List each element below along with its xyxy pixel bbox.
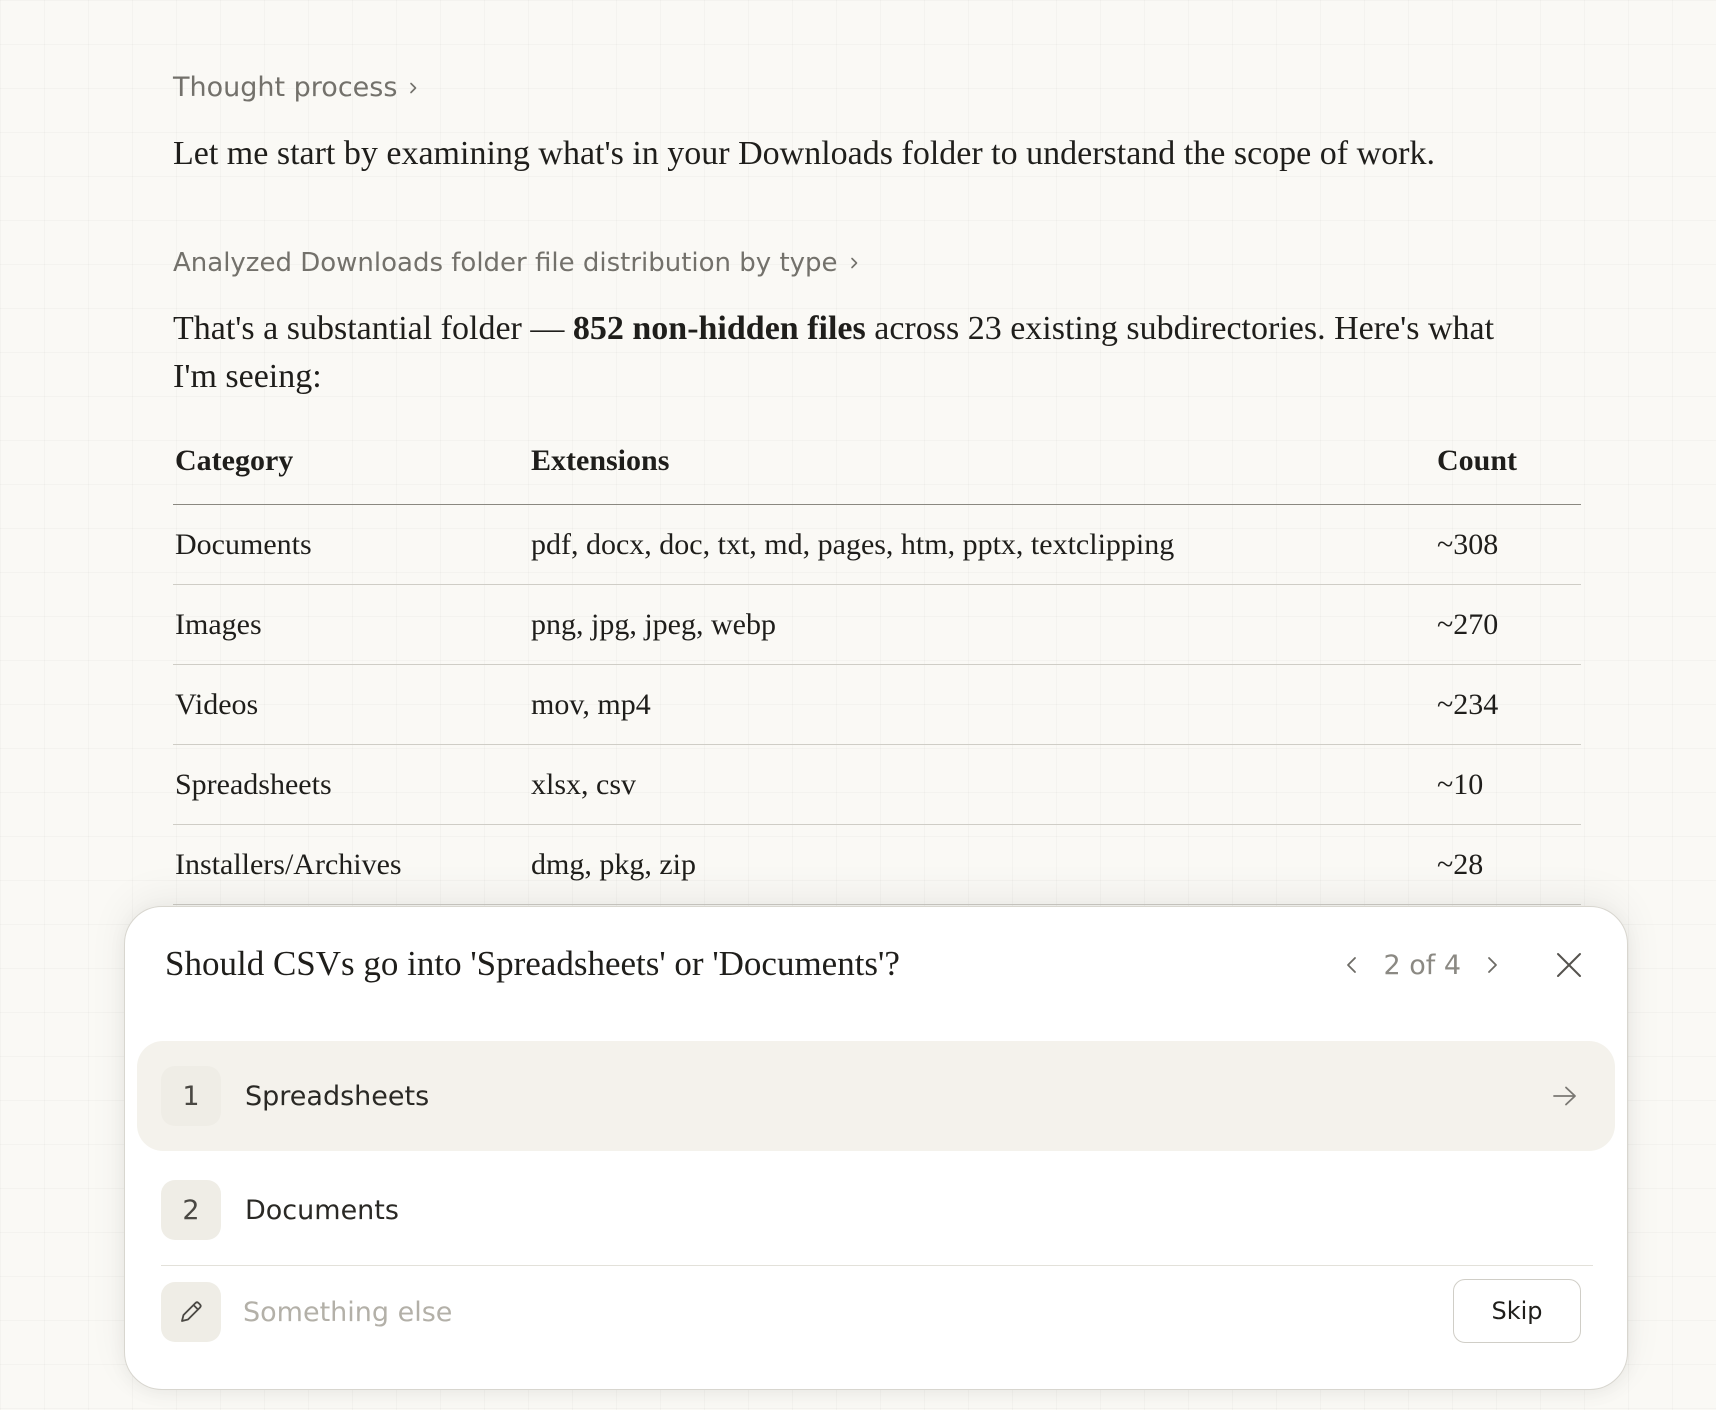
file-distribution-table xyxy=(173,430,1581,905)
table-row xyxy=(173,585,1581,665)
close-icon[interactable] xyxy=(1547,943,1591,987)
cell-count: ~10 xyxy=(1435,745,1581,825)
other-answer-row xyxy=(137,1279,1615,1345)
option-number-badge: 1 xyxy=(161,1066,221,1126)
cell-extensions: xlsx, csv xyxy=(529,745,1435,825)
cell-extensions: dmg, pkg, zip xyxy=(529,825,1435,905)
cell-extensions: pdf, docx, doc, txt, md, pages, htm, pptx, textclipping xyxy=(529,505,1435,585)
cell-extensions: png, jpg, jpeg, webp xyxy=(529,585,1435,665)
cell-category: Videos xyxy=(173,665,529,745)
cell-category: Documents xyxy=(173,505,529,585)
dialog-question: Should CSVs go into 'Spreadsheets' or 'Documents'? xyxy=(165,944,900,983)
option-label: Spreadsheets xyxy=(245,1080,430,1112)
header-extensions: Extensions xyxy=(529,430,1435,505)
pager-text: 2 of 4 xyxy=(1383,949,1461,981)
option-label: Documents xyxy=(245,1194,399,1226)
summary-text-after: across 23 existing subdirectories. Here's what I'm seeing: xyxy=(173,310,1495,395)
cell-count: ~308 xyxy=(1435,505,1581,585)
skip-button[interactable]: Skip xyxy=(1453,1279,1581,1343)
cell-count: ~28 xyxy=(1435,825,1581,905)
cell-count: ~234 xyxy=(1435,665,1581,745)
chevron-right-icon xyxy=(846,255,862,271)
option-number-badge: 2 xyxy=(161,1180,221,1240)
table-row xyxy=(173,665,1581,745)
pencil-icon xyxy=(161,1282,221,1342)
cell-category: Images xyxy=(173,585,529,665)
question-pager xyxy=(1335,943,1509,987)
analysis-step-toggle[interactable] xyxy=(173,248,862,278)
option-documents[interactable] xyxy=(137,1155,1615,1265)
question-dialog xyxy=(124,906,1628,1390)
summary-paragraph xyxy=(173,305,1543,401)
arrow-right-icon xyxy=(1549,1080,1581,1112)
other-answer-input[interactable] xyxy=(243,1287,1243,1337)
cell-extensions: mov, mp4 xyxy=(529,665,1435,745)
summary-file-count: 852 non-hidden files xyxy=(572,310,866,347)
table-row xyxy=(173,745,1581,825)
analysis-step-label: Analyzed Downloads folder file distribution by type xyxy=(173,248,838,278)
thought-process-toggle[interactable] xyxy=(173,72,421,103)
cell-category: Installers/Archives xyxy=(173,825,529,905)
thought-process-label: Thought process xyxy=(173,72,398,103)
table-header-row xyxy=(173,430,1581,505)
chevron-right-icon[interactable] xyxy=(1475,945,1509,985)
chevron-right-icon xyxy=(405,80,421,96)
header-category: Category xyxy=(173,430,529,505)
intro-paragraph: Let me start by examining what's in your Downloads folder to understand the scope of work. xyxy=(173,135,1435,172)
chevron-left-icon[interactable] xyxy=(1335,945,1369,985)
option-spreadsheets[interactable] xyxy=(137,1041,1615,1151)
header-count: Count xyxy=(1435,430,1581,505)
cell-count: ~270 xyxy=(1435,585,1581,665)
table-row xyxy=(173,825,1581,905)
options-divider xyxy=(161,1265,1593,1266)
table-row xyxy=(173,505,1581,585)
cell-category: Spreadsheets xyxy=(173,745,529,825)
summary-text-before: That's a substantial folder — xyxy=(173,310,573,347)
